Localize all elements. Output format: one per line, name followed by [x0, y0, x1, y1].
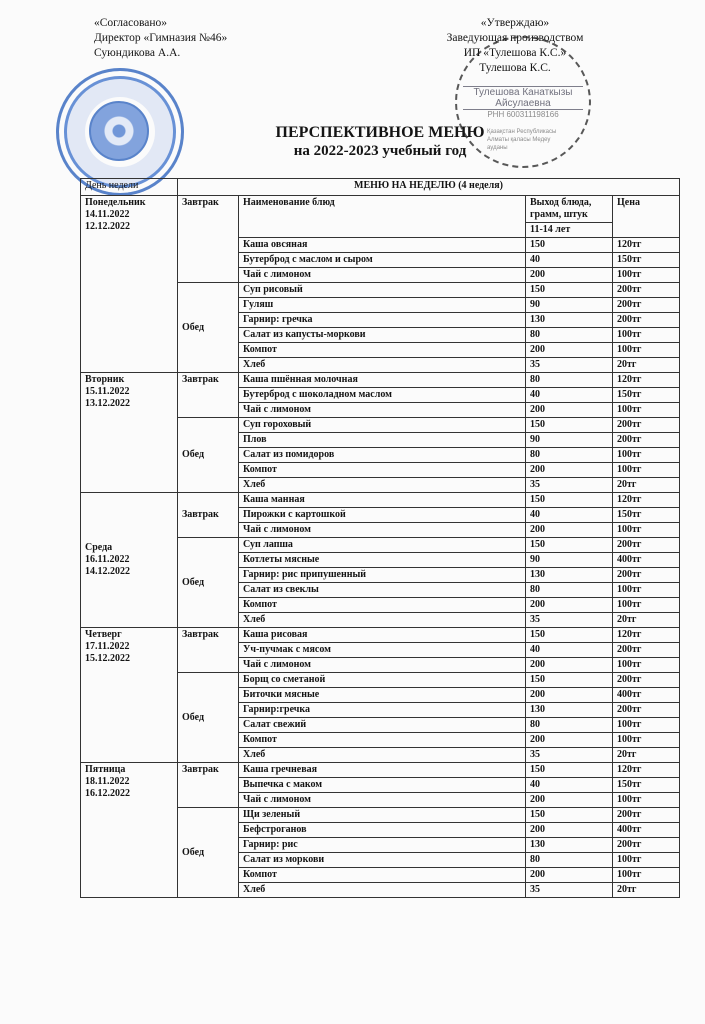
approval-right-position: Заведующая производством — [446, 32, 584, 44]
title-line-2: на 2022-2023 учебный год — [293, 143, 467, 159]
dish-yield: 200 — [526, 403, 613, 418]
day-date-1: 17.11.2022 — [85, 641, 130, 652]
dish-price: 200тг — [613, 568, 680, 583]
dish-yield: 90 — [526, 553, 613, 568]
dish-yield: 35 — [526, 883, 613, 898]
day-date-1: 16.11.2022 — [85, 554, 130, 565]
dish-yield: 150 — [526, 283, 613, 298]
dish-yield: 150 — [526, 808, 613, 823]
dish-price: 120тг — [613, 628, 680, 643]
dish-price: 100тг — [613, 793, 680, 808]
dish-yield: 35 — [526, 358, 613, 373]
dish-price: 120тг — [613, 238, 680, 253]
dish-name: Хлеб — [239, 358, 526, 373]
dish-price: 400тг — [613, 823, 680, 838]
dish-name: Каша пшённая молочная — [239, 373, 526, 388]
dish-yield: 40 — [526, 388, 613, 403]
dish-yield: 80 — [526, 718, 613, 733]
dish-yield: 40 — [526, 778, 613, 793]
dish-name: Котлеты мясные — [239, 553, 526, 568]
dish-yield: 150 — [526, 628, 613, 643]
dish-name: Выпечка с маком — [239, 778, 526, 793]
menu-row — [81, 763, 680, 778]
weekly-menu-table — [80, 178, 680, 898]
official-seal-stamp — [56, 68, 184, 196]
dish-yield: 80 — [526, 328, 613, 343]
day-date-2: 14.12.2022 — [85, 566, 130, 577]
meal-lunch: Обед — [178, 418, 239, 493]
dish-price: 200тг — [613, 313, 680, 328]
dish-price: 200тг — [613, 298, 680, 313]
header-age-group: 11-14 лет — [526, 223, 613, 238]
dish-name: Компот — [239, 733, 526, 748]
dish-price: 100тг — [613, 268, 680, 283]
meal-lunch: Обед — [178, 673, 239, 763]
meal-breakfast: Завтрак — [178, 196, 239, 283]
dish-name: Плов — [239, 433, 526, 448]
dish-yield: 40 — [526, 508, 613, 523]
dish-price: 100тг — [613, 733, 680, 748]
dish-yield: 200 — [526, 868, 613, 883]
dish-name: Хлеб — [239, 613, 526, 628]
meal-lunch: Обед — [178, 283, 239, 373]
dish-price: 100тг — [613, 658, 680, 673]
meal-breakfast: Завтрак — [178, 373, 239, 418]
dish-price: 100тг — [613, 583, 680, 598]
dish-price: 200тг — [613, 643, 680, 658]
day-name: Среда — [85, 542, 113, 553]
dish-price: 200тг — [613, 538, 680, 553]
dish-name: Салат из моркови — [239, 853, 526, 868]
dish-yield: 200 — [526, 688, 613, 703]
dish-name: Салат из свеклы — [239, 583, 526, 598]
dish-yield: 80 — [526, 853, 613, 868]
stamp-address-text: Қазақстан Республикасы Алматы қаласы Медеу ауданы — [487, 129, 557, 151]
title-line-1: ПЕРСПЕКТИВНОЕ МЕНЮ — [275, 124, 485, 141]
day-cell — [81, 373, 178, 493]
dish-name: Каша рисовая — [239, 628, 526, 643]
dish-price: 200тг — [613, 283, 680, 298]
dish-name: Чай с лимоном — [239, 268, 526, 283]
dish-price: 150тг — [613, 388, 680, 403]
dish-yield: 130 — [526, 568, 613, 583]
dish-price: 100тг — [613, 718, 680, 733]
dish-name: Чай с лимоном — [239, 658, 526, 673]
approval-block-left — [94, 16, 227, 61]
approval-right-org: ИП «Тулешова К.С.» — [463, 47, 567, 59]
dish-name: Чай с лимоном — [239, 523, 526, 538]
stamp-name-text: Тулешова Канаткызы Айсулаевна — [463, 86, 583, 110]
menu-row — [81, 493, 680, 508]
dish-price: 100тг — [613, 463, 680, 478]
day-name: Пятница — [85, 764, 126, 775]
dish-yield: 40 — [526, 643, 613, 658]
dish-price: 150тг — [613, 508, 680, 523]
dish-price: 200тг — [613, 838, 680, 853]
dish-price: 200тг — [613, 703, 680, 718]
dish-yield: 200 — [526, 343, 613, 358]
dish-name: Суп гороховый — [239, 418, 526, 433]
dish-yield: 80 — [526, 583, 613, 598]
dish-yield: 35 — [526, 478, 613, 493]
meal-lunch: Обед — [178, 538, 239, 628]
dish-price: 100тг — [613, 328, 680, 343]
approval-right-heading: «Утверждаю» — [480, 17, 550, 29]
dish-name: Бутерброд с шоколадном маслом — [239, 388, 526, 403]
dish-yield: 80 — [526, 373, 613, 388]
dish-yield: 90 — [526, 298, 613, 313]
header-yield: Выход блюда, грамм, штук — [526, 196, 613, 223]
dish-price: 20тг — [613, 358, 680, 373]
day-date-1: 18.11.2022 — [85, 776, 130, 787]
day-date-2: 13.12.2022 — [85, 398, 130, 409]
document-title — [180, 124, 580, 160]
dish-name: Суп лапша — [239, 538, 526, 553]
dish-yield: 200 — [526, 823, 613, 838]
dish-price: 200тг — [613, 808, 680, 823]
dish-name: Каша овсяная — [239, 238, 526, 253]
dish-price: 120тг — [613, 763, 680, 778]
meal-breakfast: Завтрак — [178, 493, 239, 538]
dish-yield: 35 — [526, 748, 613, 763]
dish-price: 200тг — [613, 418, 680, 433]
dish-name: Гарнир: рис — [239, 838, 526, 853]
dish-name: Каша манная — [239, 493, 526, 508]
stamp-rnn-text: РНН 600311198166 — [487, 110, 559, 119]
day-date-1: 15.11.2022 — [85, 386, 130, 397]
dish-name: Суп рисовый — [239, 283, 526, 298]
day-cell — [81, 628, 178, 763]
dish-name: Бутерброд с маслом и сыром — [239, 253, 526, 268]
dish-name: Хлеб — [239, 748, 526, 763]
dish-name: Салат свежий — [239, 718, 526, 733]
dish-price: 400тг — [613, 553, 680, 568]
dish-name: Борщ со сметаной — [239, 673, 526, 688]
dish-yield: 150 — [526, 763, 613, 778]
dish-name: Щи зеленый — [239, 808, 526, 823]
dish-price: 100тг — [613, 523, 680, 538]
header-price: Цена — [613, 196, 680, 238]
dish-yield: 200 — [526, 658, 613, 673]
dish-price: 400тг — [613, 688, 680, 703]
dish-price: 100тг — [613, 403, 680, 418]
dish-price: 20тг — [613, 478, 680, 493]
dish-price: 150тг — [613, 778, 680, 793]
day-date-2: 16.12.2022 — [85, 788, 130, 799]
state-emblem-icon — [89, 101, 149, 161]
dish-name: Бефстроганов — [239, 823, 526, 838]
dish-yield: 200 — [526, 268, 613, 283]
day-date-2: 12.12.2022 — [85, 221, 130, 232]
dish-price: 20тг — [613, 613, 680, 628]
dish-price: 20тг — [613, 748, 680, 763]
dish-name: Чай с лимоном — [239, 793, 526, 808]
day-cell — [81, 196, 178, 373]
dish-yield: 150 — [526, 493, 613, 508]
dish-yield: 35 — [526, 613, 613, 628]
dish-yield: 40 — [526, 253, 613, 268]
dish-name: Гарнир:гречка — [239, 703, 526, 718]
dish-name: Компот — [239, 598, 526, 613]
dish-yield: 200 — [526, 598, 613, 613]
dish-name: Компот — [239, 463, 526, 478]
dish-yield: 150 — [526, 673, 613, 688]
dish-yield: 200 — [526, 733, 613, 748]
dish-yield: 80 — [526, 448, 613, 463]
dish-name: Пирожки с картошкой — [239, 508, 526, 523]
approval-left-position: Директор «Гимназия №46» — [94, 32, 228, 44]
dish-price: 200тг — [613, 433, 680, 448]
approval-right-name: Тулешова К.С. — [479, 62, 551, 74]
dish-yield: 200 — [526, 523, 613, 538]
menu-row — [81, 628, 680, 643]
dish-price: 100тг — [613, 853, 680, 868]
dish-price: 20тг — [613, 883, 680, 898]
day-date-2: 15.12.2022 — [85, 653, 130, 664]
dish-name: Салат из капусты-моркови — [239, 328, 526, 343]
dish-name: Хлеб — [239, 883, 526, 898]
dish-name: Уч-пучмак с мясом — [239, 643, 526, 658]
menu-row — [81, 373, 680, 388]
day-cell — [81, 763, 178, 898]
header-day-of-week: День недели — [81, 179, 178, 196]
dish-yield: 200 — [526, 793, 613, 808]
dish-price: 100тг — [613, 343, 680, 358]
day-name: Вторник — [85, 374, 125, 385]
day-name: Понедельник — [85, 197, 146, 208]
header-week-menu: МЕНЮ НА НЕДЕЛЮ (4 неделя) — [178, 179, 680, 196]
approval-left-name: Суюндикова А.А. — [94, 47, 181, 59]
dish-name: Гарнир: гречка — [239, 313, 526, 328]
dish-name: Биточки мясные — [239, 688, 526, 703]
day-name: Четверг — [85, 629, 122, 640]
dish-price: 120тг — [613, 493, 680, 508]
dish-name: Гуляш — [239, 298, 526, 313]
dish-name: Гарнир: рис припушенный — [239, 568, 526, 583]
dish-yield: 90 — [526, 433, 613, 448]
meal-breakfast: Завтрак — [178, 763, 239, 808]
dish-yield: 130 — [526, 838, 613, 853]
dish-yield: 150 — [526, 538, 613, 553]
dish-price: 100тг — [613, 598, 680, 613]
dish-price: 150тг — [613, 253, 680, 268]
dish-name: Каша гречневая — [239, 763, 526, 778]
dish-name: Компот — [239, 868, 526, 883]
dish-yield: 200 — [526, 463, 613, 478]
meal-breakfast: Завтрак — [178, 628, 239, 673]
dish-yield: 150 — [526, 418, 613, 433]
dish-name: Салат из помидоров — [239, 448, 526, 463]
dish-price: 120тг — [613, 373, 680, 388]
dish-name: Хлеб — [239, 478, 526, 493]
day-cell — [81, 493, 178, 628]
dish-price: 200тг — [613, 673, 680, 688]
approval-left-heading: «Согласовано» — [94, 17, 168, 29]
dish-yield: 150 — [526, 238, 613, 253]
dish-yield: 130 — [526, 703, 613, 718]
meal-lunch: Обед — [178, 808, 239, 898]
dish-name: Компот — [239, 343, 526, 358]
dish-yield: 130 — [526, 313, 613, 328]
dish-price: 100тг — [613, 448, 680, 463]
dish-name: Чай с лимоном — [239, 403, 526, 418]
header-dish-name: Наименование блюд — [239, 196, 526, 238]
day-date-1: 14.11.2022 — [85, 209, 130, 220]
dish-price: 100тг — [613, 868, 680, 883]
